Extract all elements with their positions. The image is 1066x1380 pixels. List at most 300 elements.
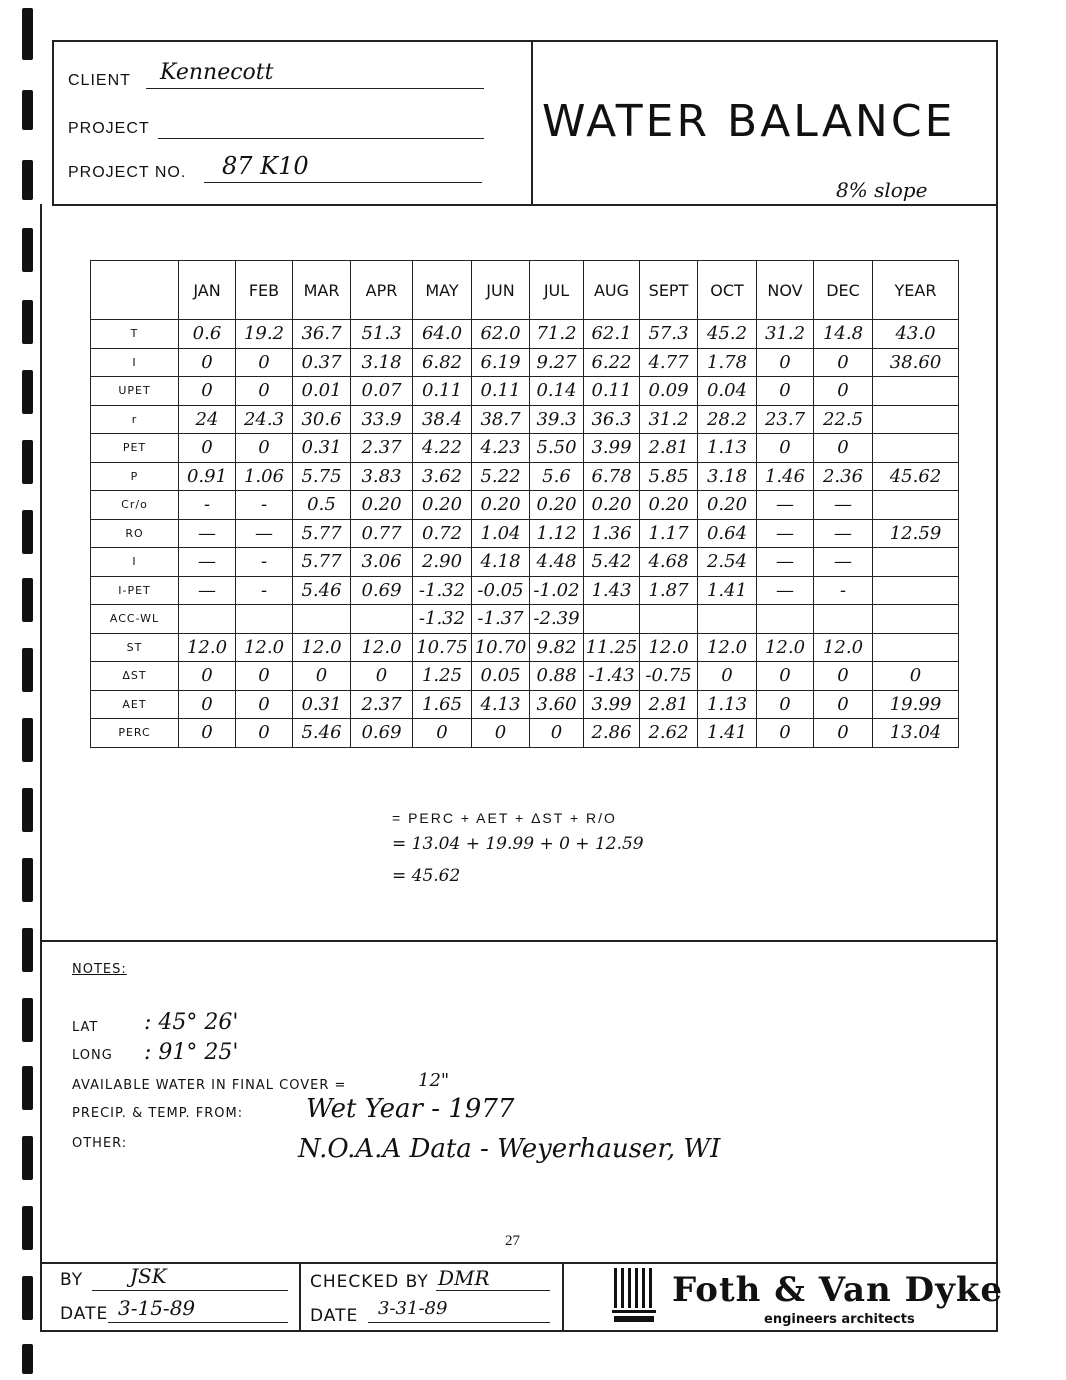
table-cell: 1.04 xyxy=(472,519,530,548)
table-cell: 0 xyxy=(873,662,959,691)
table-cell: 0 xyxy=(814,719,873,748)
table-cell: 0 xyxy=(814,662,873,691)
table-cell: 3.60 xyxy=(530,690,584,719)
table-cell: 0 xyxy=(293,662,351,691)
table-cell: 10.70 xyxy=(472,633,530,662)
table-cell: 0 xyxy=(814,348,873,377)
page-number: 27 xyxy=(505,1233,520,1249)
table-cell: 2.86 xyxy=(584,719,640,748)
table-cell xyxy=(584,605,640,634)
binding-hole xyxy=(22,370,33,414)
table-cell: 2.62 xyxy=(640,719,698,748)
row-label: P xyxy=(91,462,179,491)
table-cell xyxy=(873,576,959,605)
table-cell: 1.12 xyxy=(530,519,584,548)
row-label: T xyxy=(91,320,179,349)
table-cell: 0.20 xyxy=(530,491,584,520)
table-cell: 24 xyxy=(179,405,236,434)
row-label: I xyxy=(91,348,179,377)
table-cell: -0.05 xyxy=(472,576,530,605)
table-cell xyxy=(873,491,959,520)
table-cell: 12.0 xyxy=(351,633,413,662)
by-label: BY xyxy=(60,1270,84,1290)
table-cell: 6.82 xyxy=(413,348,472,377)
table-cell: — xyxy=(757,519,814,548)
table-cell: 0 xyxy=(757,348,814,377)
table-cell: 0.20 xyxy=(584,491,640,520)
table-cell: 31.2 xyxy=(757,320,814,349)
table-cell: 3.99 xyxy=(584,434,640,463)
table-cell xyxy=(236,605,293,634)
project-no-underline xyxy=(204,182,482,183)
table-cell: 13.04 xyxy=(873,719,959,748)
column-header: SEPT xyxy=(640,261,698,320)
table-cell: 0.69 xyxy=(351,719,413,748)
table-cell: 22.5 xyxy=(814,405,873,434)
table-cell: 12.0 xyxy=(757,633,814,662)
row-label: PERC xyxy=(91,719,179,748)
column-header: FEB xyxy=(236,261,293,320)
table-row xyxy=(91,377,959,406)
table-cell: 0.64 xyxy=(698,519,757,548)
table-cell: 12.0 xyxy=(293,633,351,662)
table-cell: 1.65 xyxy=(413,690,472,719)
table-cell: 24.3 xyxy=(236,405,293,434)
column-header xyxy=(91,261,179,320)
table-cell: 0 xyxy=(757,434,814,463)
binding-hole xyxy=(22,998,33,1042)
table-cell: 0 xyxy=(236,690,293,719)
table-cell: 10.75 xyxy=(413,633,472,662)
table-row xyxy=(91,491,959,520)
table-cell: — xyxy=(757,548,814,577)
table-cell: -1.32 xyxy=(413,605,472,634)
table-cell: — xyxy=(814,548,873,577)
column-header: NOV xyxy=(757,261,814,320)
binding-hole xyxy=(22,228,33,272)
header-divider xyxy=(531,42,533,204)
table-cell: 1.13 xyxy=(698,690,757,719)
table-cell: 0.07 xyxy=(351,377,413,406)
table-cell: 6.78 xyxy=(584,462,640,491)
table-cell xyxy=(179,605,236,634)
by-value: JSK xyxy=(130,1264,167,1288)
table-cell: 36.3 xyxy=(584,405,640,434)
column-header: JAN xyxy=(179,261,236,320)
table-cell: 2.90 xyxy=(413,548,472,577)
table-cell: 3.06 xyxy=(351,548,413,577)
table-cell: 0.69 xyxy=(351,576,413,605)
table-cell: 38.7 xyxy=(472,405,530,434)
table-cell: 43.0 xyxy=(873,320,959,349)
table-cell xyxy=(640,605,698,634)
long-value: : 91° 25' xyxy=(144,1040,239,1065)
column-header: OCT xyxy=(698,261,757,320)
table-cell xyxy=(873,605,959,634)
lat-value: : 45° 26' xyxy=(144,1010,239,1035)
table-cell: — xyxy=(236,519,293,548)
table-cell: 0.31 xyxy=(293,690,351,719)
table-cell: 19.2 xyxy=(236,320,293,349)
row-label: AET xyxy=(91,690,179,719)
equation-line-1: = PERC + AET + ΔST + R/O xyxy=(392,810,617,826)
table-cell: 6.19 xyxy=(472,348,530,377)
table-cell: 0.11 xyxy=(413,377,472,406)
table-cell: 4.18 xyxy=(472,548,530,577)
table-cell: 5.50 xyxy=(530,434,584,463)
table-cell: 9.27 xyxy=(530,348,584,377)
binding-hole xyxy=(22,1276,33,1320)
table-cell: 0 xyxy=(757,377,814,406)
table-cell: 5.77 xyxy=(293,519,351,548)
table-cell: 0 xyxy=(236,348,293,377)
by-underline xyxy=(92,1290,288,1291)
binding-hole xyxy=(22,858,33,902)
client-label: CLIENT xyxy=(68,72,131,89)
table-cell: 4.68 xyxy=(640,548,698,577)
row-label: I-PET xyxy=(91,576,179,605)
table-cell: 64.0 xyxy=(413,320,472,349)
table-cell: 0.05 xyxy=(472,662,530,691)
column-header: AUG xyxy=(584,261,640,320)
table-cell: 71.2 xyxy=(530,320,584,349)
column-header: APR xyxy=(351,261,413,320)
table-cell: 62.0 xyxy=(472,320,530,349)
table-row xyxy=(91,690,959,719)
table-cell: 0.20 xyxy=(351,491,413,520)
table-cell xyxy=(814,605,873,634)
table-cell: 0.77 xyxy=(351,519,413,548)
table-cell: 1.13 xyxy=(698,434,757,463)
table-cell: 0 xyxy=(472,719,530,748)
table-cell: -2.39 xyxy=(530,605,584,634)
equation-line-3: = 45.62 xyxy=(392,866,461,886)
binding-hole xyxy=(22,160,33,200)
table-header-row xyxy=(91,261,959,320)
binding-hole xyxy=(22,578,33,622)
table-cell: 0 xyxy=(530,719,584,748)
table-cell xyxy=(873,405,959,434)
table-cell: 2.37 xyxy=(351,690,413,719)
table-cell: 0 xyxy=(814,377,873,406)
table-cell: 1.41 xyxy=(698,576,757,605)
date-underline-1 xyxy=(108,1322,288,1323)
table-cell: 0.14 xyxy=(530,377,584,406)
table-cell: 0.11 xyxy=(472,377,530,406)
subtitle: 8% slope xyxy=(836,178,928,202)
table-cell: 0.72 xyxy=(413,519,472,548)
column-header: JUL xyxy=(530,261,584,320)
table-cell: 0 xyxy=(179,377,236,406)
client-value: Kennecott xyxy=(160,60,274,85)
company-logo-icon xyxy=(612,1266,662,1326)
row-label: PET xyxy=(91,434,179,463)
table-cell xyxy=(293,605,351,634)
table-cell: 2.54 xyxy=(698,548,757,577)
page-title: WATER BALANCE xyxy=(542,96,956,147)
company-name: Foth & Van Dyke xyxy=(672,1270,1004,1310)
table-cell: 5.46 xyxy=(293,576,351,605)
table-cell: 45.2 xyxy=(698,320,757,349)
column-header: JUN xyxy=(472,261,530,320)
binding-hole xyxy=(22,928,33,972)
table-cell: 1.87 xyxy=(640,576,698,605)
row-label: UPET xyxy=(91,377,179,406)
binding-hole xyxy=(22,1066,33,1110)
row-label: ST xyxy=(91,633,179,662)
table-cell: 0 xyxy=(698,662,757,691)
table-cell: 0.31 xyxy=(293,434,351,463)
table-cell: 1.78 xyxy=(698,348,757,377)
table-cell: — xyxy=(179,519,236,548)
table-row xyxy=(91,320,959,349)
table-cell: - xyxy=(236,576,293,605)
table-cell: 5.6 xyxy=(530,462,584,491)
table-cell: 3.99 xyxy=(584,690,640,719)
table-cell: 3.62 xyxy=(413,462,472,491)
table-row xyxy=(91,462,959,491)
table-cell: — xyxy=(179,548,236,577)
page-border-right xyxy=(996,204,998,1332)
table-cell: 51.3 xyxy=(351,320,413,349)
table-cell: 1.43 xyxy=(584,576,640,605)
table-cell: 5.77 xyxy=(293,548,351,577)
table-cell xyxy=(351,605,413,634)
long-label: LONG xyxy=(72,1048,113,1063)
table-cell: 38.60 xyxy=(873,348,959,377)
equation-line-2: = 13.04 + 19.99 + 0 + 12.59 xyxy=(392,834,644,854)
table-cell: - xyxy=(814,576,873,605)
project-no-label: PROJECT NO. xyxy=(68,164,187,181)
date-label-1: DATE xyxy=(60,1304,109,1324)
date-label-2: DATE xyxy=(310,1306,359,1326)
table-cell: 1.41 xyxy=(698,719,757,748)
binding-hole xyxy=(22,8,33,60)
table-cell: 36.7 xyxy=(293,320,351,349)
table-cell xyxy=(873,633,959,662)
table-cell: 0.5 xyxy=(293,491,351,520)
table-cell: 12.0 xyxy=(698,633,757,662)
other-label: OTHER: xyxy=(72,1136,128,1151)
table-cell: 3.83 xyxy=(351,462,413,491)
date-underline-2 xyxy=(368,1322,550,1323)
project-no-value: 87 K10 xyxy=(222,152,309,180)
binding-hole xyxy=(22,300,33,344)
table-cell: 4.23 xyxy=(472,434,530,463)
table-cell: 0.09 xyxy=(640,377,698,406)
table-cell: 12.0 xyxy=(179,633,236,662)
table-cell: 1.17 xyxy=(640,519,698,548)
table-cell: 0.20 xyxy=(472,491,530,520)
table-cell: 0 xyxy=(236,719,293,748)
table-cell: 0.01 xyxy=(293,377,351,406)
binding-hole xyxy=(22,788,33,832)
table-cell: 0 xyxy=(179,434,236,463)
table-row xyxy=(91,633,959,662)
table-cell: — xyxy=(757,576,814,605)
table-cell: -0.75 xyxy=(640,662,698,691)
table-cell: -1.02 xyxy=(530,576,584,605)
table-cell: - xyxy=(236,548,293,577)
precip-value: Wet Year - 1977 xyxy=(306,1094,515,1124)
table-cell: 0.37 xyxy=(293,348,351,377)
table-cell: 2.36 xyxy=(814,462,873,491)
table-cell: 5.22 xyxy=(472,462,530,491)
table-cell: -1.32 xyxy=(413,576,472,605)
binding-hole xyxy=(22,510,33,554)
table-cell: -1.37 xyxy=(472,605,530,634)
table-cell: 0.20 xyxy=(413,491,472,520)
table-cell: 0.04 xyxy=(698,377,757,406)
table-cell: 19.99 xyxy=(873,690,959,719)
table-cell: 62.1 xyxy=(584,320,640,349)
table-cell: 5.75 xyxy=(293,462,351,491)
column-header: YEAR xyxy=(873,261,959,320)
binding-hole xyxy=(22,718,33,762)
available-water-label: AVAILABLE WATER IN FINAL COVER = xyxy=(72,1078,347,1093)
table-cell: 4.22 xyxy=(413,434,472,463)
table-cell: 2.81 xyxy=(640,690,698,719)
table-cell: 0 xyxy=(757,662,814,691)
table-row xyxy=(91,719,959,748)
table-cell: 3.18 xyxy=(351,348,413,377)
other-value: N.O.A.A Data - Weyerhauser, WI xyxy=(298,1134,721,1164)
table-cell: — xyxy=(757,491,814,520)
table-row xyxy=(91,662,959,691)
table-cell: - xyxy=(179,491,236,520)
table-cell: 4.48 xyxy=(530,548,584,577)
notes-heading: NOTES: xyxy=(72,962,127,977)
table-cell: 38.4 xyxy=(413,405,472,434)
table-row xyxy=(91,348,959,377)
table-cell: 45.62 xyxy=(873,462,959,491)
checked-by-label: CHECKED BY xyxy=(310,1272,429,1292)
table-cell: 0 xyxy=(179,348,236,377)
table-cell: 1.36 xyxy=(584,519,640,548)
table-cell: 0 xyxy=(351,662,413,691)
table-cell: 0 xyxy=(179,690,236,719)
table-row xyxy=(91,605,959,634)
binding-hole xyxy=(22,1206,33,1250)
table-cell: 5.42 xyxy=(584,548,640,577)
table-row xyxy=(91,405,959,434)
row-label: Cr/o xyxy=(91,491,179,520)
client-underline xyxy=(146,88,484,89)
footer-divider-2 xyxy=(562,1262,564,1332)
table-cell: 1.46 xyxy=(757,462,814,491)
table-row xyxy=(91,576,959,605)
date-value-1: 3-15-89 xyxy=(118,1296,196,1320)
table-cell xyxy=(757,605,814,634)
table-cell xyxy=(873,377,959,406)
table-cell: 3.18 xyxy=(698,462,757,491)
column-header: DEC xyxy=(814,261,873,320)
table-row xyxy=(91,548,959,577)
table-cell: 0 xyxy=(757,719,814,748)
precip-label: PRECIP. & TEMP. FROM: xyxy=(72,1106,244,1121)
table-cell: 0 xyxy=(179,662,236,691)
available-water-value: 12" xyxy=(418,1070,450,1091)
table-cell: 12.0 xyxy=(814,633,873,662)
table-row xyxy=(91,519,959,548)
table-cell: 0 xyxy=(179,719,236,748)
table-cell: 5.85 xyxy=(640,462,698,491)
table-cell: 0 xyxy=(236,662,293,691)
table-cell: 39.3 xyxy=(530,405,584,434)
table-cell: 30.6 xyxy=(293,405,351,434)
row-label: ΔST xyxy=(91,662,179,691)
table-cell: 28.2 xyxy=(698,405,757,434)
table-cell: 0.91 xyxy=(179,462,236,491)
row-label: I xyxy=(91,548,179,577)
lat-label: LAT xyxy=(72,1020,99,1035)
table-cell: — xyxy=(814,519,873,548)
table-cell: 12.59 xyxy=(873,519,959,548)
table-cell: 5.46 xyxy=(293,719,351,748)
table-cell: 1.25 xyxy=(413,662,472,691)
water-balance-table xyxy=(90,260,959,748)
binding-hole xyxy=(22,1344,33,1374)
column-header: MAY xyxy=(413,261,472,320)
table-cell xyxy=(873,548,959,577)
table-cell: 12.0 xyxy=(640,633,698,662)
table-cell: 4.13 xyxy=(472,690,530,719)
checked-by-value: DMR xyxy=(438,1266,490,1290)
table-row xyxy=(91,434,959,463)
table-cell: 2.81 xyxy=(640,434,698,463)
table-cell: 0 xyxy=(236,434,293,463)
footer-divider-1 xyxy=(299,1262,301,1332)
table-cell: — xyxy=(814,491,873,520)
table-cell: 0.88 xyxy=(530,662,584,691)
table-cell: 0.20 xyxy=(640,491,698,520)
binding-hole xyxy=(22,648,33,692)
table-cell: 0 xyxy=(814,690,873,719)
row-label: r xyxy=(91,405,179,434)
column-header: MAR xyxy=(293,261,351,320)
binding-hole xyxy=(22,90,33,130)
row-label: RO xyxy=(91,519,179,548)
table-cell: 0 xyxy=(413,719,472,748)
table-cell: 12.0 xyxy=(236,633,293,662)
notes-divider xyxy=(40,940,998,942)
table-cell: -1.43 xyxy=(584,662,640,691)
table-cell: 0.20 xyxy=(698,491,757,520)
table-cell: 0.6 xyxy=(179,320,236,349)
table-cell: 14.8 xyxy=(814,320,873,349)
project-underline xyxy=(158,138,484,139)
binding-hole xyxy=(22,1136,33,1180)
table-cell: 0 xyxy=(757,690,814,719)
table-cell: 0.11 xyxy=(584,377,640,406)
table-cell: 6.22 xyxy=(584,348,640,377)
table-cell: 23.7 xyxy=(757,405,814,434)
table-cell: 11.25 xyxy=(584,633,640,662)
page-border-left xyxy=(40,204,42,1332)
table-cell: 0 xyxy=(236,377,293,406)
table-cell xyxy=(698,605,757,634)
table-cell: 1.06 xyxy=(236,462,293,491)
table-cell: 9.82 xyxy=(530,633,584,662)
table-cell: 31.2 xyxy=(640,405,698,434)
table-cell: 2.37 xyxy=(351,434,413,463)
company-subtitle: engineers architects xyxy=(764,1312,915,1327)
table-cell: - xyxy=(236,491,293,520)
table-cell: 57.3 xyxy=(640,320,698,349)
table-cell: — xyxy=(179,576,236,605)
table-cell xyxy=(873,434,959,463)
binding-hole xyxy=(22,440,33,484)
